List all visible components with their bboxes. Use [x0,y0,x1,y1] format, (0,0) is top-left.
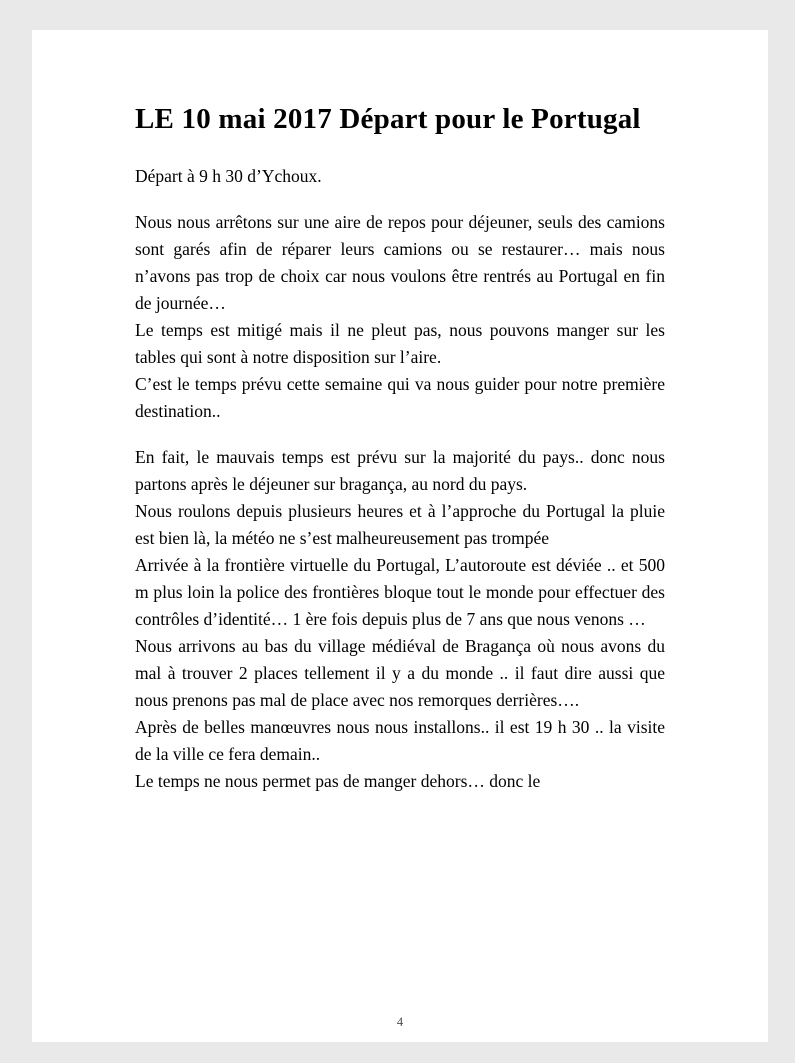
document-page [32,30,768,1042]
body-paragraph: Le temps est mitigé mais il ne pleut pas, nous pouvons manger sur les tables qui sont à notre disposition sur l’aire. [135,320,665,367]
body-paragraph: Le temps ne nous permet pas de manger dehors… donc le [135,771,541,791]
body-paragraph: Nous nous arrêtons sur une aire de repos pour déjeuner, seuls des camions sont garés afin de réparer leurs camions ou se restaurer… mais nous n’avons pas trop de choix car nous voulons être rentrés au Portugal en fin de journée… [135,212,665,313]
body-paragraph: C’est le temps prévu cette semaine qui va nous guider pour notre première destination.. [135,374,665,421]
body-paragraph: Nous roulons depuis plusieurs heures et à l’approche du Portugal la pluie est bien là, la météo ne s’est malheureusement pas trompée [135,501,665,548]
intro-paragraph: Départ à 9 h 30 d’Ychoux. [135,166,322,186]
paragraph-group-2 [135,444,665,795]
page-number: 4 [396,1015,404,1029]
body-paragraph: En fait, le mauvais temps est prévu sur la majorité du pays.. donc nous partons après le déjeuner sur bragança, au nord du pays. [135,447,665,494]
body-paragraph: Nous arrivons au bas du village médiéval de Bragança où nous avons du mal à trouver 2 places tellement il y a du monde .. il faut dire aussi que nous prenons pas mal de place avec nos remorques derrières…. [135,636,665,710]
body-paragraph: Arrivée à la frontière virtuelle du Portugal, L’autoroute est déviée .. et 500 m plus loin la police des frontières bloque tout le monde pour effectuer des contrôles d’identité… 1 ère fois depuis plus de 7 ans que nous venons … [135,555,665,629]
page-content [135,100,665,795]
paragraph-group-intro [135,163,665,190]
paragraph-group-1 [135,209,665,425]
page-title: LE 10 mai 2017 Départ pour le Portugal [135,103,641,135]
body-paragraph: Après de belles manœuvres nous nous installons.. il est 19 h 30 .. la visite de la ville ce fera demain.. [135,717,665,764]
